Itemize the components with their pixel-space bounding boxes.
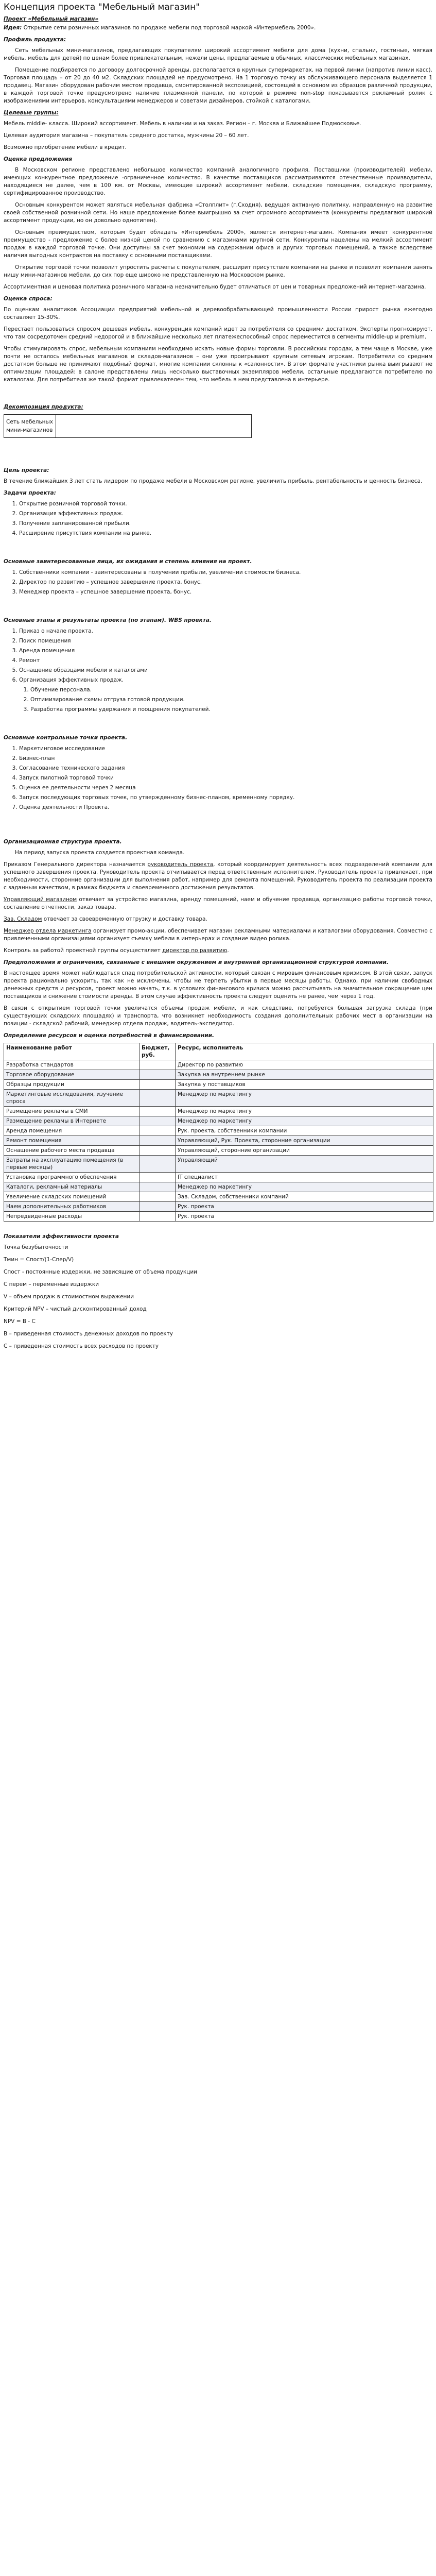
store-manager-term: Управляющий магазином: [4, 896, 77, 903]
table-cell: Непредвиденные расходы: [4, 1212, 139, 1222]
warehouse-head-term: Зав. Складом: [4, 916, 42, 922]
table-row: [4, 1202, 433, 1212]
column-header: Наименование работ: [4, 1043, 139, 1060]
profile-paragraph-2: Помещение подбирается по договору долгосрочной аренды, располагается в крупных супермаркетах, на первой линии (напротив линии касс). Торговая площадь – от 20 до 40 м2. Складских площадей не предусмотрено. На 1 торговую точку из обслуживающего персонала выделяется 1 продавец. Магазин оборудован рабочим местом продавца, смонтированной экспозицией, состоящей в основном из образцов различной продукции, в каждой торговой точке предусмотрено наличие плазменной панели, по которой в режиме non-stop показывается рекламный ролик с изображениями интерьеров, консультациями менеджеров и советами дизайнеров, стойкой с каталогами.: [4, 67, 432, 104]
list-item: 1. Открытие розничной торговой точки.: [19, 500, 432, 508]
marketing-manager-term: Менеджер отдела маркетинга: [4, 928, 92, 934]
table-row: [4, 1136, 433, 1146]
list-item: 1. Собственники компании - заинтересованы в получении прибыли, увеличении стоимости бизнеса.: [19, 569, 432, 577]
table-cell: Менеджер по маркетингу: [176, 1090, 433, 1107]
tasks-list: [4, 500, 432, 537]
table-row: [4, 1156, 433, 1173]
indicator-line: B – приведенная стоимость денежных доходов по проекту: [4, 1331, 173, 1337]
table-cell: Менеджер по маркетингу: [176, 1182, 433, 1192]
table-cell: [139, 1080, 176, 1090]
org-paragraph-2: Приказом Генерального директора назначается руководитель проекта, который координирует деятельность всех подразделений компании для успешного завершения проекта. Руководитель проекта отчитывается перед ответственным исполнителем. Руководитель проекта привлекает, при необходимости, сторонние организации для выполнения работ, например для ремонта помещений. Руководитель проекта по реализации проекта с заданным качеством, в рамках бюджета и своевременного достижения результатов.: [4, 861, 432, 891]
list-item: 5. Оснащение образцами мебели и каталогами: [19, 667, 432, 674]
table-cell: [139, 1107, 176, 1116]
org-paragraph-1: На период запуска проекта создается проектная команда.: [15, 850, 185, 856]
list-item: 3. Менеджер проекта – успешное завершение проекта, бонус.: [19, 588, 432, 596]
assessment-paragraph-3: Основным преимуществом, которым будет обладать «Интермебель 2000», является интернет-магазин. Компания имеет конкурентное преимущество - предложение с более низкой ценой по сравнению с магазинами крупной сети. Конкуренты нацелены на мелкий ассортимент продаж в каждой торговой точке. Они доступны за счет экономии на содержании офиса и других торговых помещений, а также вследствие наличия выгодных контрактов на поставку с основными поставщиками.: [4, 229, 432, 259]
list-item: 3. Согласование технического задания: [19, 765, 432, 772]
table-cell: Закупка на внутреннем рынке: [176, 1070, 433, 1080]
table-cell: [139, 1212, 176, 1222]
table-cell: [139, 1126, 176, 1136]
table-cell: Закупка у поставщиков: [176, 1080, 433, 1090]
org-paragraph-6: Контроль за работой проектной группы осуществляет директор по развитию.: [4, 947, 229, 954]
table-cell: Размещение рекламы в СМИ: [4, 1107, 139, 1116]
table-cell: Оснащение рабочего места продавца: [4, 1146, 139, 1156]
indicator-line: Спост - постоянные издержки, не зависящие от объема продукции: [4, 1269, 198, 1275]
environment-heading: Предположения и ограничения, связанные с внешним окружением и внутренней организационной структурой компании.: [4, 959, 389, 965]
demand-heading: Оценка спроса:: [4, 296, 53, 302]
table-cell: Наем дополнительных работников: [4, 1202, 139, 1212]
assessment-paragraph-5: Ассортиментная и ценовая политика розничного магазина незначительно будет отличаться от цен и товарных предложений интернет-магазина.: [4, 284, 426, 290]
indicators-heading: Показатели эффективности проекта: [4, 1233, 119, 1240]
table-cell: Аренда помещения: [4, 1126, 139, 1136]
list-item: 2. Организация эффективных продаж.: [19, 510, 432, 518]
assessment-paragraph-2: Основным конкурентом может являться мебельная фабрика «Столплит» (г.Сходня), ведущая активную политику, направленную на развитие своей собственной розничной сети. Но наше предложение более выигрышно за счет огромного ассортимента (конкуренты предлагают широкий ассортимент продукции, но он довольно однотипен).: [4, 202, 432, 224]
tasks-heading: Задачи проекта:: [4, 490, 56, 496]
table-cell: Управляющий, Рук. Проекта, сторонние организации: [176, 1136, 433, 1146]
table-row: [4, 1173, 433, 1182]
column-header: Ресурс, исполнитель: [176, 1043, 433, 1060]
list-item: 2. Поиск помещения: [19, 637, 432, 645]
project-manager-link: руководитель проекта: [147, 861, 214, 868]
indicator-line: V – объем продаж в стоимостном выражении: [4, 1294, 134, 1300]
list-item: 2. Бизнес-план: [19, 755, 432, 762]
table-cell: Увеличение складских помещений: [4, 1192, 139, 1202]
table-cell: [139, 1173, 176, 1182]
table-cell: Управляющий: [176, 1156, 433, 1173]
indicator-line: С перем – переменные издержки: [4, 1281, 99, 1287]
list-item: 3. Разработка программы удержания и поощрения покупателей.: [30, 706, 432, 714]
target-paragraph-3: Возможно приобретение мебели в кредит.: [4, 144, 127, 150]
table-cell: Образцы продукции: [4, 1080, 139, 1090]
table-cell: Торговое оборудование: [4, 1070, 139, 1080]
stakeholders-heading: Основные заинтересованные лица, их ожидания и степень влияния на проект.: [4, 558, 252, 565]
table-row: [4, 1192, 433, 1202]
table-cell: [139, 1116, 176, 1126]
table-cell: [139, 1060, 176, 1070]
table-cell: Рук. проекта: [176, 1202, 433, 1212]
table-cell: Маркетинговые исследования, изучение спроса: [4, 1090, 139, 1107]
list-item: 4. Расширение присутствия компании на рынке.: [19, 530, 432, 537]
table-cell: Рук. проекта, собственники компании: [176, 1126, 433, 1136]
table-cell: Каталоги, рекламный материалы: [4, 1182, 139, 1192]
indicator-line: C – приведенная стоимость всех расходов по проекту: [4, 1343, 159, 1349]
wbs-list: [4, 628, 432, 714]
idea-text: Открытие сети розничных магазинов по продаже мебели под торговой маркой «Интермебель 2000».: [22, 25, 316, 31]
table-cell: Ремонт помещения: [4, 1136, 139, 1146]
environment-paragraph-2: В связи с открытием торговой точки увеличатся объемы продаж мебели, и как следствие, потребуется большая загрузка склада (при существующих складских площадях) и транспорта, что возникнет необходимость создания дополнительных рабочих мест в организации на позиции - складской рабочий, менеджер отдела продаж, водитель-экспедитор.: [4, 1005, 432, 1027]
org-paragraph-4: Зав. Складом отвечает за своевременную отгрузку и доставку товара.: [4, 916, 207, 922]
assessment-paragraph-4: Открытие торговой точки позволит упростить расчеты с покупателем, расширит присутствие компании на рынке и позволит компании занять нишу мини-магазинов мебели, до сих пор еще широко не представленную на Московском рынке.: [4, 264, 432, 278]
demand-paragraph-2: Перестает пользоваться спросом дешевая мебель, конкуренция компаний идет за потребителя со средними достатком. Эксперты прогнозируют, что там сосредоточен средний недорогой и в ближайшие несколько лет платежеспособный спрос переместится в сегменты middle-up и premium.: [4, 326, 432, 340]
idea-paragraph: [4, 24, 432, 32]
table-cell: Затраты на эксплуатацию помещения (в первые месяцы): [4, 1156, 139, 1173]
resources-table: [4, 1043, 433, 1222]
table-cell: [139, 1182, 176, 1192]
list-item: 1. Обучение персонала.: [30, 686, 432, 694]
table-row: [4, 1116, 433, 1126]
list-item: 6. Запуск последующих торговых точек, по утвержденному бизнес-планом, временному порядку.: [19, 794, 432, 802]
stakeholders-list: [4, 569, 432, 596]
list-item: 3. Аренда помещения: [19, 647, 432, 655]
table-cell: Директор по развитию: [176, 1060, 433, 1070]
list-item: 2. Директор по развитию – успешное завершение проекта, бонус.: [19, 579, 432, 586]
resources-heading: Определение ресурсов и оценка потребностей в финансировании.: [4, 1032, 214, 1039]
wbs-heading: Основные этапы и результаты проекта (по этапам). WBS проекта.: [4, 617, 212, 623]
development-director-term: директор по развитию: [162, 947, 228, 954]
table-cell: IT специалист: [176, 1173, 433, 1182]
table-cell: Разработка стандартов: [4, 1060, 139, 1070]
org-paragraph-3: Управляющий магазином отвечает за устройство магазина, аренду помещений, наем и обучение продавца, организацию работы торговой точки, составление отчетности, заказ товара.: [4, 896, 433, 910]
target-paragraph-1: Мебель middle- класса. Широкий ассортимент. Мебель в наличии и на заказ. Регион – г. Москва и Ближайшее Подмосковье.: [4, 121, 361, 127]
table-row: [4, 1212, 433, 1222]
assessment-paragraph-1: В Московском регионе представлено небольшое количество компаний аналогичного профиля. Поставщики (производителей) мебели, имеющих конкурентное предложение -ограниченное количество. В качестве поставщиков рассматриваются отечественные производители, находящиеся не далее, чем в 100 км. от Москвы, имеющие широкий ассортимент мебели, складские помещения, складскую программу, сертифицированное производство.: [4, 167, 432, 196]
list-item: 4. Запуск пилотной торговой точки: [19, 774, 432, 782]
decomposition-box: [4, 414, 252, 438]
table-cell: [139, 1192, 176, 1202]
table-cell: [139, 1202, 176, 1212]
table-cell: [139, 1090, 176, 1107]
table-row: [4, 1060, 433, 1070]
list-item: 2. Оптимизирование схемы отгруза готовой продукции.: [30, 696, 432, 704]
list-item: 1. Приказ о начале проекта.: [19, 628, 432, 635]
table-row: [4, 1126, 433, 1136]
demand-paragraph-3: Чтобы стимулировать спрос, мебельным компаниям необходимо искать новые формы торговли. В российских городах, а тем чаще в Москве, уже почти не осталось мебельных магазинов и складов-магазинов – они уже проигрывают крупным сетевым игрокам. Потребители со средним достатком больше не принимают подобный формат, многие компании склонны к «салонности». В этом формате участники рынка выигрывают не оптимизации площадей: в салоне представлены лишь несколько выставочных экземпляров мебели, остальные предлагаются потребителю по каталогам. Для потребителя же такой формат привлекателен тем, что мебель в нем представлена в интерьере.: [4, 346, 432, 383]
indicator-line: Точка безубыточности: [4, 1244, 68, 1250]
table-cell: [139, 1136, 176, 1146]
assessment-heading: Оценка предложения: [4, 156, 73, 162]
column-header: Бюджет, руб.: [139, 1043, 176, 1060]
indicator-line: Критерий NPV – чистый дисконтированный доход: [4, 1306, 147, 1312]
decomposition-cell: Сеть мебельных мини-магазинов: [4, 415, 56, 437]
target-paragraph-2: Целевая аудитория магазина – покупатель среднего достатка, мужчины 20 – 60 лет.: [4, 132, 249, 139]
profile-heading: Профиль продукта:: [4, 37, 66, 43]
table-row: [4, 1080, 433, 1090]
target-heading: Целевые группы:: [4, 110, 59, 116]
list-item: 3. Получение запланированной прибыли.: [19, 520, 432, 528]
environment-paragraph-1: В настоящее время может наблюдаться спад потребительской активности, который связан с мировым финансовым кризисом. В этой связи, запуск проекта рационально ускорить, так как не исключены, чтобы не терпеть убытки в первые месяцы работы. Однако, при наличии свободных денежных средств и ресурсов, проект можно начать, т.к. в условиях финансового кризиса можно рассчитывать на значительное сокращение цен поставщиков и снижение стоимости аренды. В этом случае эффективность проекта следует оценить не ранее, чем через 1 год.: [4, 970, 432, 999]
list-item: 4. Ремонт: [19, 657, 432, 665]
list-item: 5. Оценка ее деятельности через 2 месяца: [19, 784, 432, 792]
project-name: Проект «Мебельный магазин»: [4, 16, 99, 22]
table-cell: [139, 1070, 176, 1080]
table-cell: Управляющий, сторонние организации: [176, 1146, 433, 1156]
table-row: [4, 1146, 433, 1156]
indicator-line: Тмин = Спост/(1-Спер/V): [4, 1257, 74, 1263]
table-cell: Размещение рекламы в Интернете: [4, 1116, 139, 1126]
table-cell: Менеджер по маркетингу: [176, 1107, 433, 1116]
table-cell: Зав. Складом, собственники компаний: [176, 1192, 433, 1202]
table-cell: [139, 1146, 176, 1156]
goal-text: В течение ближайших 3 лет стать лидером по продаже мебели в Московском регионе, увеличить прибыль, рентабельность и ценность бизнеса.: [4, 478, 423, 484]
table-row: [4, 1090, 433, 1107]
table-cell: Менеджер по маркетингу: [176, 1116, 433, 1126]
table-row: [4, 1070, 433, 1080]
idea-label: Идея:: [4, 25, 22, 31]
list-item: [19, 676, 432, 714]
table-cell: [139, 1156, 176, 1173]
goal-heading: Цель проекта:: [4, 467, 49, 473]
profile-paragraph-1: Сеть мебельных мини-магазинов, предлагающих покупателям широкий ассортимент мебели для дома (кухни, спальни, гостиные, мягкая мебель, мебель для детей) по ценам более привлекательным, нежели цены, предлагаемые в обычных, классических мебельных магазинах.: [4, 47, 432, 61]
wbs-sublist: [19, 686, 432, 714]
table-cell: Рук. проекта: [176, 1212, 433, 1222]
org-paragraph-5: Менеджер отдела маркетинга организует промо-акции, обеспечивает магазин рекламными материалами и каталогами оборудования. Совместно с привлеченными организациями организует съемку мебели в интерьерах и создание видео ролика.: [4, 928, 432, 942]
demand-paragraph-1: По оценкам аналитиков Ассоциации предприятий мебельной и деревообрабатывающей промышленности России прирост рынка ежегодно составляет 15-30%.: [4, 307, 432, 320]
indicators-lines: [4, 1244, 432, 1350]
decomposition-heading: Декомпозиция продукта:: [4, 404, 83, 410]
document-title: Концепция проекта "Мебельный магазин": [4, 2, 200, 12]
list-item: 7. Оценка деятельности Проекта.: [19, 804, 432, 811]
org-heading: Организационная структура проекта.: [4, 839, 122, 845]
table-row: [4, 1182, 433, 1192]
table-cell: Установка программного обеспечения: [4, 1173, 139, 1182]
milestones-list: [4, 745, 432, 811]
list-item-label: Организация эффективных продаж.: [19, 677, 124, 683]
table-row: [4, 1107, 433, 1116]
list-item: 1. Маркетинговое исследование: [19, 745, 432, 753]
indicator-line: NPV = B - C: [4, 1318, 36, 1325]
milestones-heading: Основные контрольные точки проекта.: [4, 735, 128, 741]
